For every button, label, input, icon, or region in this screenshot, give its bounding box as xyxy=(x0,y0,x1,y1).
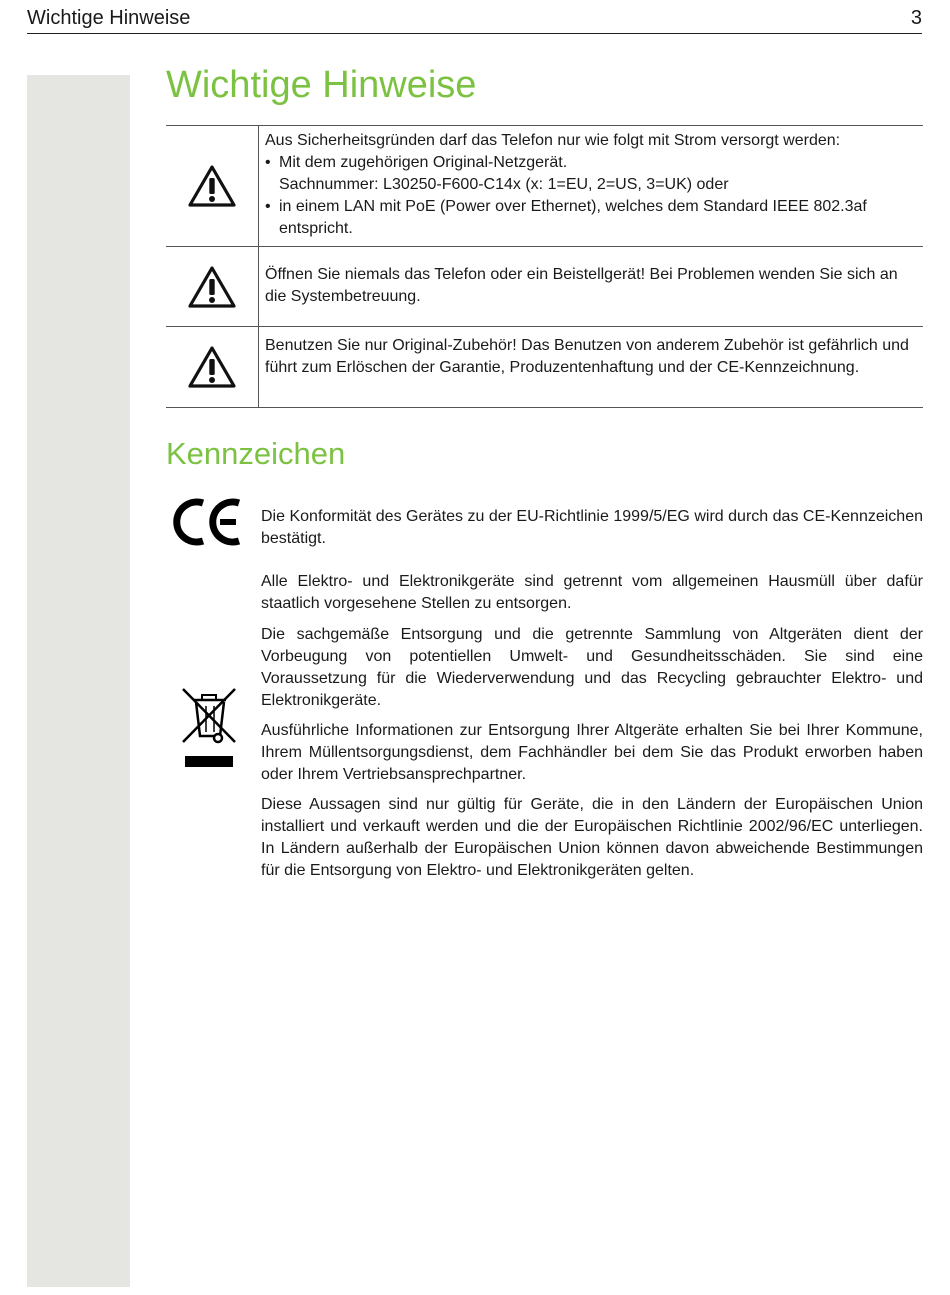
bullet-text: in einem LAN mit PoE (Power over Ethernet), welches dem Standard IEEE 802.3af entspricht. xyxy=(279,198,867,237)
section-heading-important-notes: Wichtige Hinweise xyxy=(166,64,477,106)
bullet-list xyxy=(265,152,923,240)
warning-triangle-icon xyxy=(187,164,237,208)
crossed-out-bin-icon xyxy=(180,686,238,770)
warning-triangle-icon xyxy=(187,345,237,389)
warning-row xyxy=(166,126,923,247)
disposal-paragraph: Alle Elektro- und Elektronikgeräte sind getrennt vom allgemeinen Hausmüll über dafür staatlich vorgesehene Stellen zu entsorgen. xyxy=(261,573,923,612)
warning-row xyxy=(166,327,923,408)
ce-conformity-text: Die Konformität des Gerätes zu der EU-Richtlinie 1999/5/EG wird durch das CE-Kennzeichen bestätigt. xyxy=(261,508,923,547)
warning-row xyxy=(166,247,923,327)
warning-text: Aus Sicherheitsgründen darf das Telefon nur wie folgt mit Strom versorgt werden: xyxy=(265,132,841,149)
disposal-paragraph: Ausführliche Informationen zur Entsorgung Ihrer Altgeräte erhalten Sie bei Ihrer Kommune, Ihrem Müllentsorgungsdienst, dem Fachhändler bei dem Sie das Produkt erworben haben oder Ihrem Vertriebsansprechpartner. xyxy=(261,722,923,783)
left-margin-band xyxy=(27,75,130,1287)
section-heading-markings: Kennzeichen xyxy=(166,436,346,471)
ce-mark-icon xyxy=(170,494,244,550)
header-title: Wichtige Hinweise xyxy=(27,7,191,29)
page-header xyxy=(27,0,922,34)
page-number: 3 xyxy=(910,7,922,29)
part-number-text: Sachnummer: L30250-F600-C14x (x: 1=EU, 2=US, 3=UK) oder xyxy=(279,176,729,193)
warning-triangle-icon xyxy=(187,265,237,309)
warning-text: Öffnen Sie niemals das Telefon oder ein Beistellgerät! Bei Problemen wenden Sie sich an die Systembetreuung. xyxy=(265,266,898,305)
list-item xyxy=(265,196,923,240)
disposal-paragraph: Diese Aussagen sind nur gültig für Geräte, die in den Ländern der Europäischen Union installiert und verkauft werden und die der Europäischen Richtlinie 2002/96/EC unterliegen. In Ländern außerhalb der Europäischen Union können davon abweichende Bestimmungen für die Entsorgung von Elektro- und Elektronikgeräten gelten. xyxy=(261,796,923,879)
warnings-table xyxy=(166,125,923,408)
list-item xyxy=(265,152,923,196)
warning-text: Benutzen Sie nur Original-Zubehör! Das Benutzen von anderem Zubehör ist gefährlich und führt zum Erlöschen der Garantie, Produzentenhaftung und der CE-Kennzeichnung. xyxy=(265,337,909,376)
disposal-paragraph: Die sachgemäße Entsorgung und die getrennte Sammlung von Altgeräten dient der Vorbeugung von potentiellen Umwelt- und Gesundheitsschäden. Sie sind eine Voraussetzung für die Wiederverwendung und das Recycling gebrauchter Elektro- und Elektronikgeräte. xyxy=(261,626,923,709)
bullet-text: Mit dem zugehörigen Original-Netzgerät. xyxy=(279,154,568,171)
